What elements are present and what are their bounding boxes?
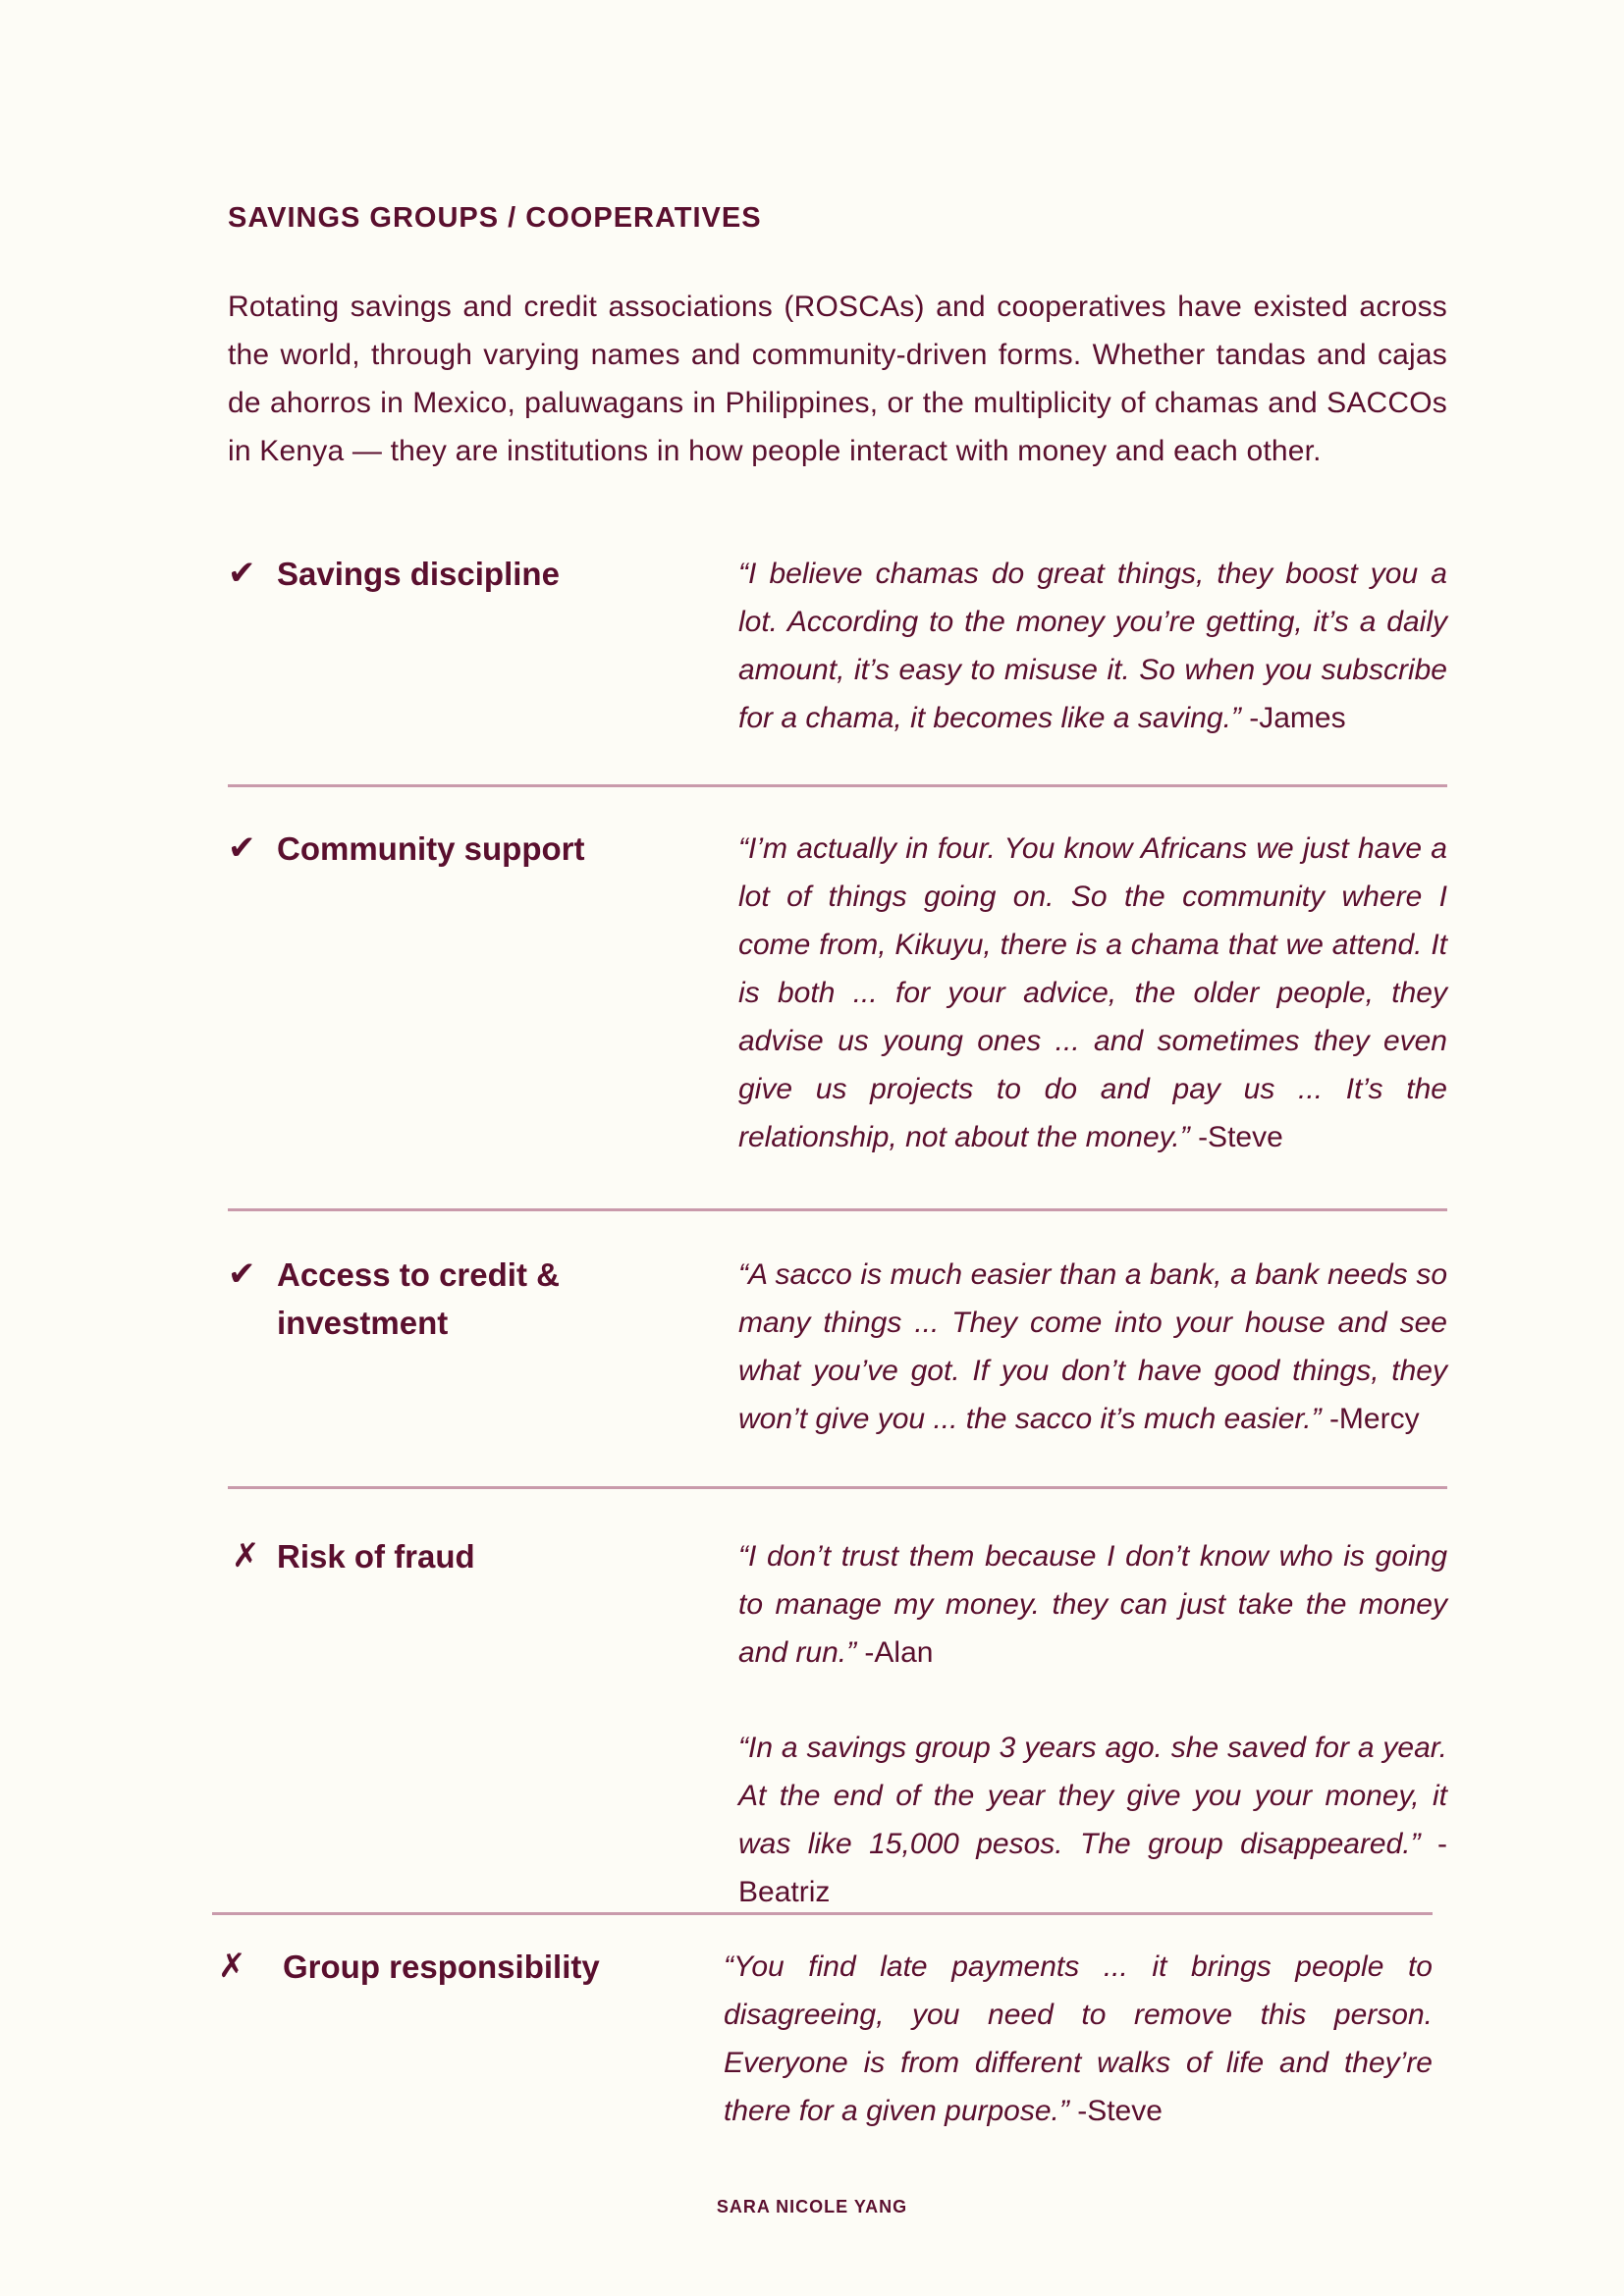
item-label-savings-discipline: Savings discipline xyxy=(277,556,560,592)
cross-icon: ✗ xyxy=(232,1537,260,1575)
quote-attribution: -Mercy xyxy=(1321,1403,1420,1435)
divider xyxy=(228,1208,1447,1211)
quote xyxy=(738,825,1447,1161)
quote-text: “In a savings group 3 years ago. she saved for a year. At the end of the year they give you your money, it was like 15,000 pesos. The group disappeared.” xyxy=(738,1732,1447,1860)
check-icon: ✔ xyxy=(228,829,256,867)
quote-attribution: -Beatriz xyxy=(738,1828,1448,1908)
item-label-risk-of-fraud: Risk of fraud xyxy=(277,1538,475,1575)
cross-icon: ✗ xyxy=(218,1948,246,1985)
item-label-group-responsibility: Group responsibility xyxy=(283,1949,600,1985)
quote-text: “You find late payments ... it brings people to disagreeing, you need to remove this person. Everyone is from different walks of life and they’re there for a given purpose.” xyxy=(724,1950,1433,2127)
quote-attribution: -Steve xyxy=(1189,1121,1283,1153)
quote-text: “I’m actually in four. You know Africans we just have a lot of things going on. So the community where I come from, Kikuyu, there is a chama that we attend. It is both ... for your advice, the older people, they advise us young ones ... and sometimes they even give us projects to do and pay us ... It’s the relationship, not about the money.” xyxy=(738,832,1447,1153)
check-icon: ✔ xyxy=(228,1255,256,1293)
quote xyxy=(738,1532,1447,1677)
divider xyxy=(228,784,1447,787)
item-label-access-to-credit: Access to credit & investment xyxy=(277,1256,560,1341)
section-title: SAVINGS GROUPS / COOPERATIVES xyxy=(228,202,762,234)
quote xyxy=(724,1943,1433,2135)
quote xyxy=(738,1251,1447,1443)
check-icon: ✔ xyxy=(228,555,256,592)
quote-text: “I don’t trust them because I don’t know who is going to manage my money. they can just take the money and run.” xyxy=(738,1540,1447,1669)
quote-attribution: -Alan xyxy=(856,1636,934,1669)
divider xyxy=(228,1486,1447,1489)
quote-attribution: -James xyxy=(1240,702,1346,734)
quote-attribution: -Steve xyxy=(1068,2095,1163,2127)
quote xyxy=(738,1724,1447,1916)
footer-author: SARA NICOLE YANG xyxy=(716,2197,908,2216)
item-label-community-support: Community support xyxy=(277,830,585,867)
intro-paragraph: Rotating savings and credit associations (ROSCAs) and cooperatives have existed across the world, through varying names and community-driven forms. Whether tandas and cajas de ahorros in Mexico, paluwagans in Philippines, or the multiplicity of chamas and SACCOs in Kenya — they are institutions in how people interact with money and each other. xyxy=(228,291,1447,467)
divider xyxy=(212,1912,1433,1915)
quote-text: “I believe chamas do great things, they boost you a lot. According to the money you’re getting, it’s a daily amount, it’s easy to misuse it. So when you subscribe for a chama, it becomes like a saving.” xyxy=(738,558,1447,734)
quote xyxy=(738,550,1447,742)
quote-text: “A sacco is much easier than a bank, a bank needs so many things ... They come into your house and see what you’ve got. If you don’t have good things, they won’t give you ... the sacco it’s much easier.” xyxy=(738,1258,1447,1435)
